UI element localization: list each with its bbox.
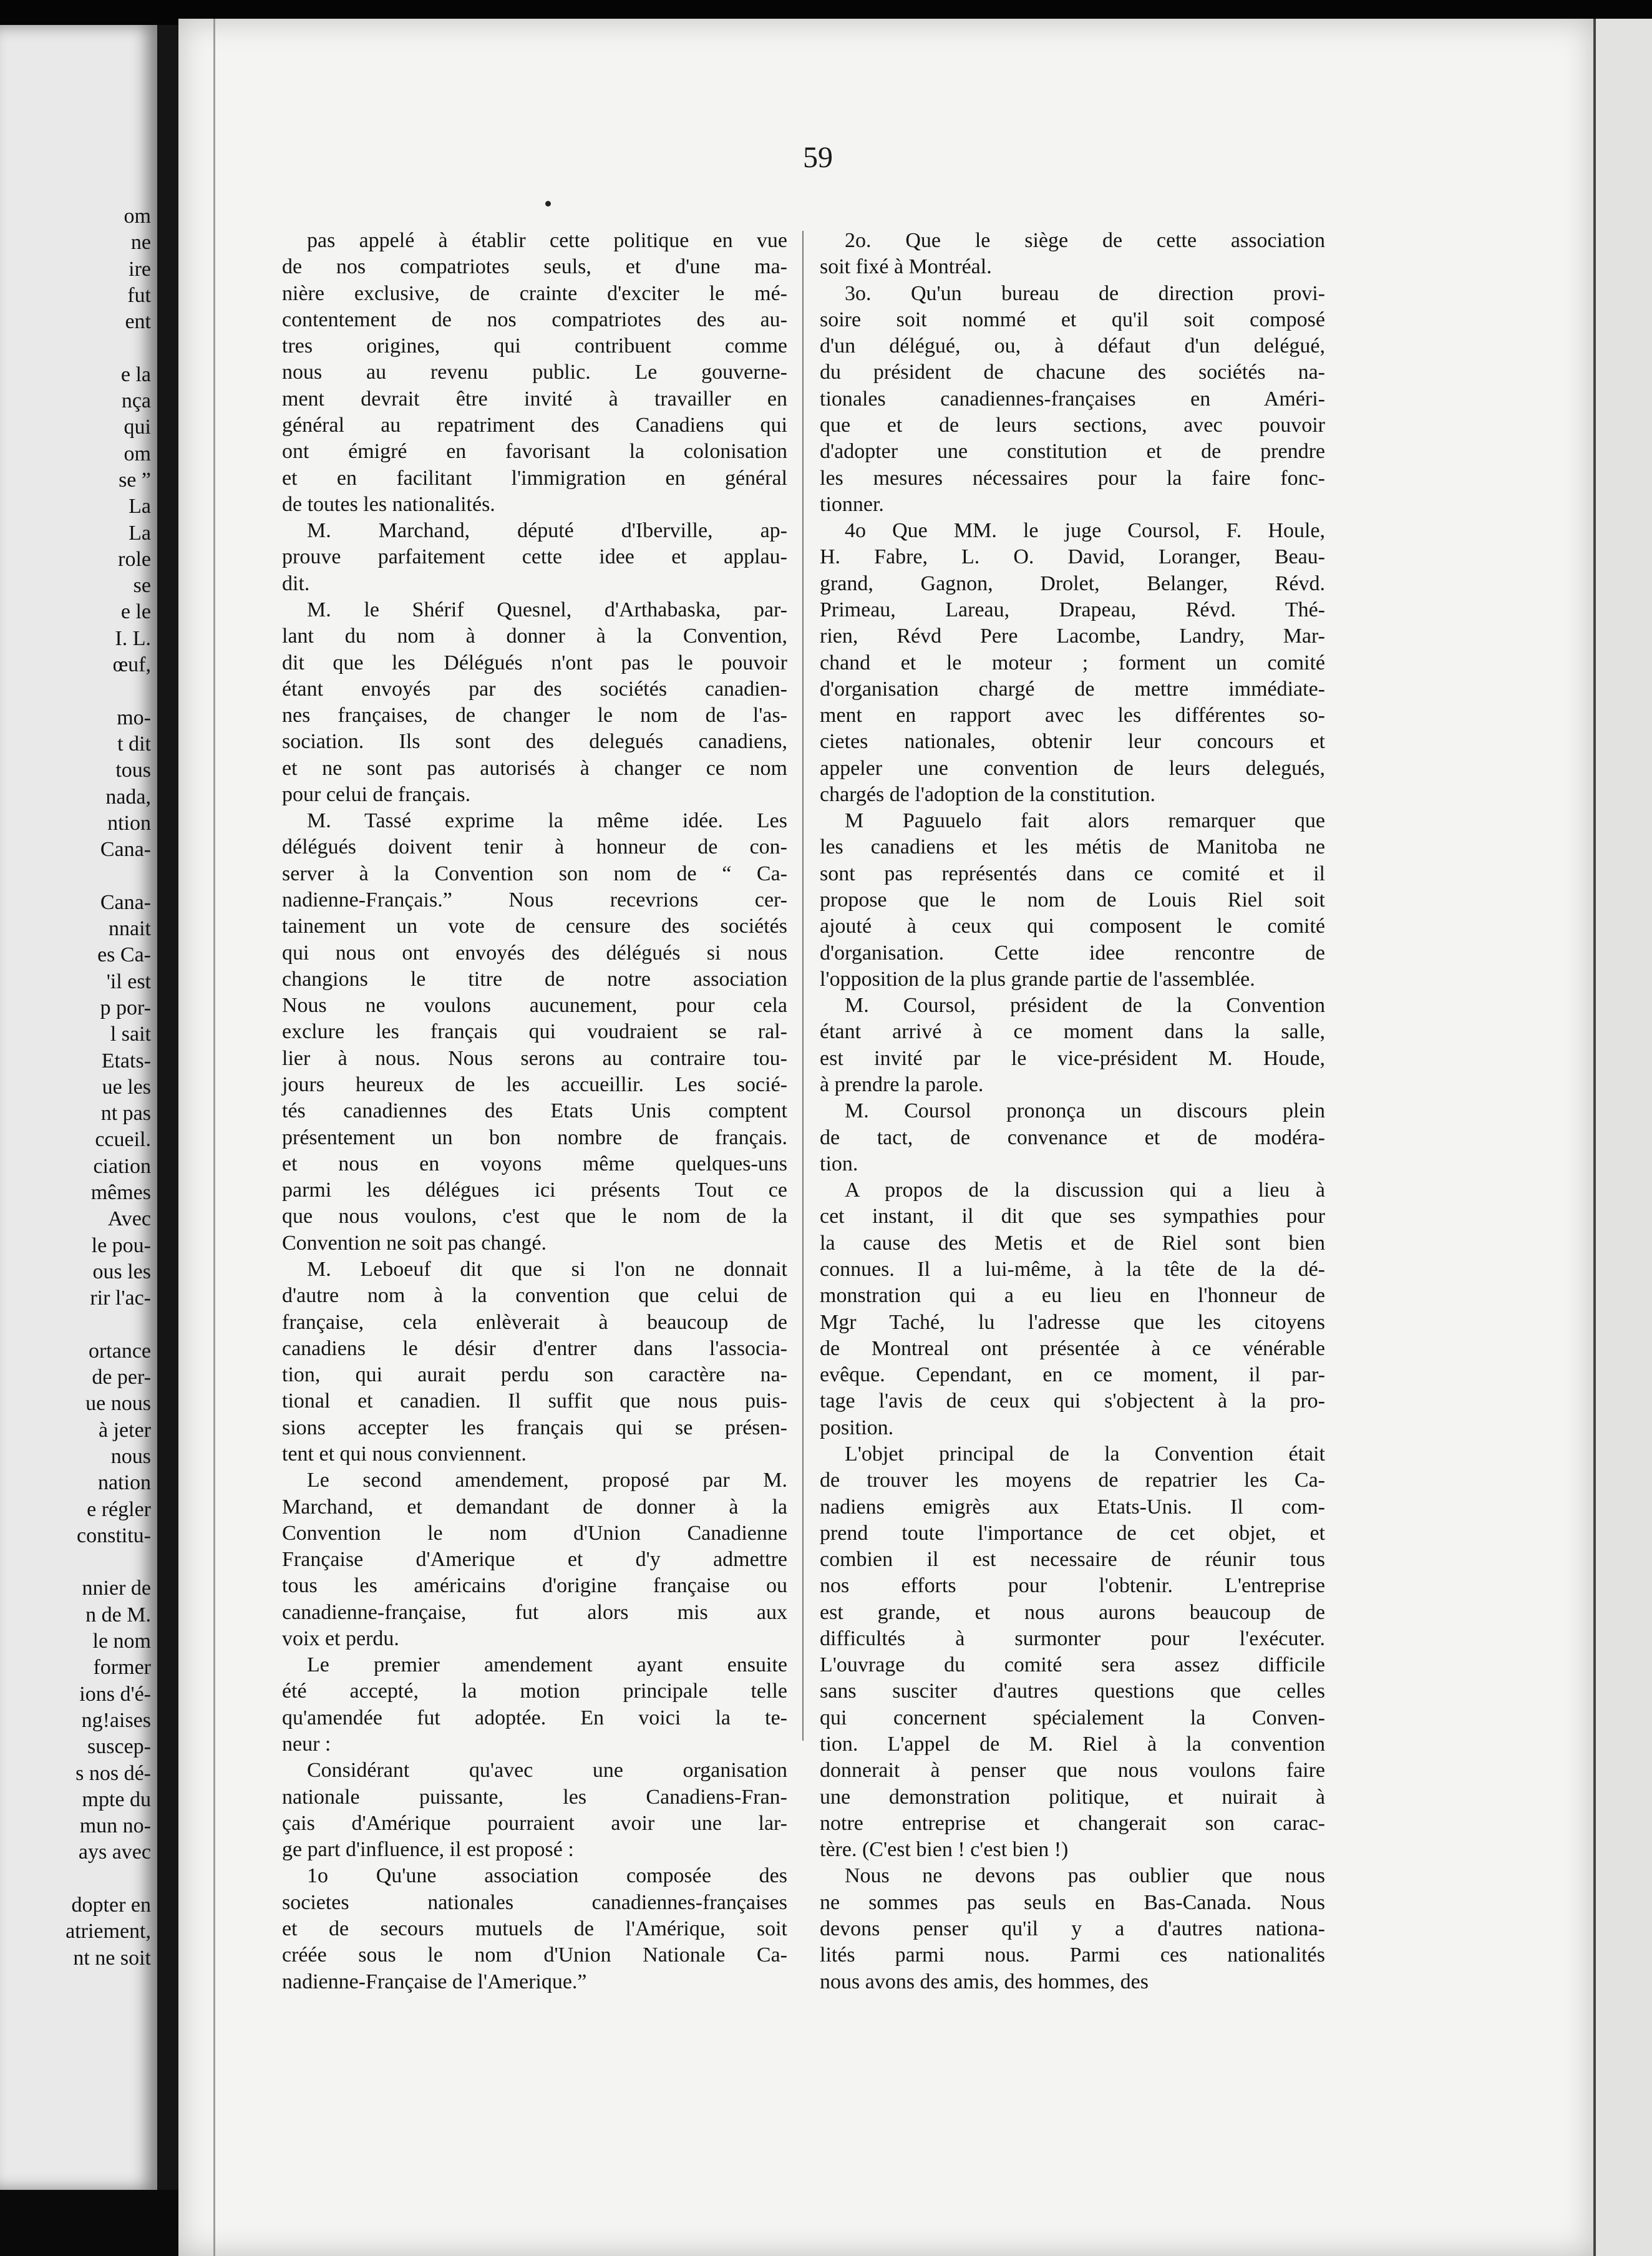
facing-page-line: ciation: [93, 1154, 151, 1178]
facing-page-line: de per-: [92, 1366, 151, 1389]
scan-right-margin: [1593, 19, 1652, 2256]
facing-page-text: [0, 25, 157, 1972]
text-line: nière exclusive, de crainte d'exciter le mé-: [282, 281, 787, 305]
text-line: L'objet principal de la Convention était: [845, 1442, 1325, 1466]
text-line: M. Coursol, président de la Convention: [845, 994, 1325, 1018]
text-line: voix et perdu.: [282, 1626, 399, 1650]
paragraph: [820, 808, 1325, 993]
text-line: qui concernent spécialement la Conven-: [820, 1706, 1325, 1729]
facing-page-line: ue nous: [85, 1392, 151, 1416]
text-line: étant envoyés par des sociétés canadien-: [282, 677, 787, 701]
text-line: et ne sont pas autorisés à changer ce nom: [282, 756, 787, 780]
facing-page-line: constitu-: [77, 1524, 151, 1547]
text-line: tère. (C'est bien ! c'est bien !): [820, 1838, 1069, 1862]
facing-page-line: ire: [129, 257, 151, 281]
text-line: à prendre la parole.: [820, 1073, 984, 1096]
facing-page-line: [0, 1549, 151, 1575]
facing-page-line: om: [124, 442, 151, 465]
paragraph: [282, 228, 787, 518]
text-line: nos efforts pour l'obtenir. L'entreprise: [820, 1574, 1325, 1598]
text-line: server à la Convention son nom de “ Ca-: [282, 862, 787, 885]
text-column-left: [282, 228, 787, 1995]
text-line: propose que le nom de Louis Riel soit: [820, 888, 1325, 912]
text-line: M. le Shérif Quesnel, d'Arthabaska, par-: [307, 598, 787, 621]
text-line: 3o. Qu'un bureau de direction provi-: [845, 281, 1325, 305]
facing-page-line: fut: [127, 283, 151, 307]
text-line: M. Coursol prononça un discours plein: [845, 1099, 1325, 1123]
text-line: tion.: [820, 1152, 858, 1175]
text-line: tent et qui nous conviennent.: [282, 1442, 527, 1466]
text-line: d'adopter une constitution et de prendre: [820, 440, 1325, 464]
text-line: lités parmi nous. Parmi ces nationalités: [820, 1943, 1325, 1967]
facing-page-line: ous les: [92, 1260, 151, 1283]
text-line: A propos de la discussion qui a lieu à: [845, 1179, 1325, 1202]
facing-page-line: rir l'ac-: [90, 1286, 151, 1310]
text-line: tainement un vote de censure des sociétés: [282, 915, 787, 938]
text-line: contentement de nos compatriotes des au-: [282, 308, 787, 331]
facing-page-line: mun no-: [79, 1814, 151, 1838]
paragraph: [282, 518, 787, 597]
facing-page-line: Etats-: [101, 1049, 151, 1072]
facing-page-line: La: [129, 495, 151, 518]
facing-page-line: le nom: [92, 1630, 151, 1653]
text-line: cietes nationales, obtenir leur concours et: [820, 730, 1325, 754]
text-line: Le premier amendement ayant ensuite: [307, 1653, 787, 1677]
facing-page-line: I. L.: [115, 626, 151, 650]
text-line: soire soit nommé et qu'il soit composé: [820, 308, 1325, 331]
facing-page-line: [0, 1311, 151, 1338]
text-line: une demonstration politique, et nuirait à: [820, 1785, 1325, 1809]
facing-page-line: ng!aises: [81, 1708, 151, 1732]
text-line: ment devrait être invité à travailler en: [282, 387, 787, 411]
facing-page-line: nous: [110, 1444, 151, 1468]
facing-page-line: ntion: [107, 811, 151, 835]
page-number: 59: [803, 141, 833, 174]
text-line: d'organisation chargé de mettre immédiate-: [820, 677, 1325, 701]
text-line: donnerait à penser que nous voulons faire: [820, 1759, 1325, 1782]
text-line: est invité par le vice-président M. Houde,: [820, 1046, 1325, 1070]
text-line: 1o Qu'une association composée des: [307, 1864, 787, 1888]
facing-page-line: [0, 335, 151, 361]
text-line: societes nationales canadiennes-françaises: [282, 1890, 787, 1914]
scan-bottom-edge: [0, 2190, 178, 2256]
text-line: notre entreprise et changerait son carac-: [820, 1811, 1325, 1835]
facing-page-line: nation: [98, 1471, 151, 1495]
text-line: ont émigré en favorisant la colonisation: [282, 440, 787, 464]
facing-page-line: ne: [130, 231, 151, 255]
text-line: présentement un bon nombre de français.: [282, 1126, 787, 1149]
text-line: d'organisation. Cette idee rencontre de: [820, 941, 1325, 965]
text-line: de tact, de convenance et de modéra-: [820, 1126, 1325, 1149]
facing-page-line: à jeter: [99, 1418, 151, 1442]
text-line: que nous voulons, c'est que le nom de la: [282, 1205, 787, 1228]
text-line: tage l'avis de ceux qui s'objectent à la pro-: [820, 1389, 1325, 1413]
text-line: de trouver les moyens de repatrier les Ca-: [820, 1469, 1325, 1492]
text-line: prend toute l'importance de cet objet, et: [820, 1521, 1325, 1545]
text-line: neur :: [282, 1733, 331, 1756]
facing-page-line: Avec: [107, 1207, 151, 1231]
text-line: Primeau, Lareau, Drapeau, Révd. Thé-: [820, 598, 1325, 621]
text-line: qui nous ont envoyés des délégués si nous: [282, 941, 787, 965]
text-line: nadienne-Française de l'Amerique.”: [282, 1970, 587, 1993]
text-line: cet instant, il dit que ses sympathies pour: [820, 1205, 1325, 1228]
text-line: combien il est necessaire de réunir tous: [820, 1548, 1325, 1572]
paragraph: [282, 597, 787, 808]
text-line: Convention ne soit pas changé.: [282, 1231, 547, 1255]
paragraph: [820, 1863, 1325, 1995]
text-line: canadiens le désir d'entrer dans l'associa-: [282, 1336, 787, 1360]
paragraph: [282, 1467, 787, 1652]
text-line: pas appelé à établir cette politique en vue: [307, 229, 787, 252]
facing-page-line: t dit: [117, 732, 151, 756]
text-line: Convention le nom d'Union Canadienne: [282, 1521, 787, 1545]
text-line: M. Leboeuf dit que si l'on ne donnait: [307, 1257, 787, 1281]
text-line: et de secours mutuels de l'Amérique, soit: [282, 1917, 787, 1940]
facing-page-line: La: [129, 521, 151, 545]
text-line: position.: [820, 1416, 894, 1439]
paragraph: [820, 518, 1325, 808]
text-line: ajouté à ceux qui composent le comité: [820, 915, 1325, 938]
text-line: délégués doivent tenir à honneur de con-: [282, 835, 787, 859]
facing-page-line: nnier de: [82, 1577, 151, 1600]
text-line: nous avons des amis, des hommes, des: [820, 1970, 1149, 1993]
facing-page-line: le pou-: [91, 1233, 151, 1257]
paragraph: [820, 1441, 1325, 1864]
facing-page-line: mo-: [117, 706, 151, 729]
facing-page-line: nada,: [105, 785, 151, 809]
text-line: dit.: [282, 571, 310, 595]
facing-page-line: e la: [120, 362, 151, 386]
facing-page-line: former: [93, 1656, 151, 1680]
facing-page-line: 'il est: [106, 970, 151, 993]
paragraph: [820, 228, 1325, 281]
text-line: nes françaises, de changer le nom de l'as-: [282, 704, 787, 727]
text-line: appeler une convention de leurs delegués,: [820, 756, 1325, 780]
text-line: les canadiens et les métis de Manitoba ne: [820, 835, 1325, 859]
text-line: étant arrivé à ce moment dans la salle,: [820, 1020, 1325, 1044]
text-line: devons penser qu'il y a d'autres nationa-: [820, 1917, 1325, 1940]
text-line: monstration qui a eu lieu en l'honneur de: [820, 1284, 1325, 1308]
facing-page-line: mpte du: [82, 1787, 151, 1811]
text-line: Française d'Amerique et d'y admettre: [282, 1548, 787, 1572]
text-line: H. Fabre, L. O. David, Loranger, Beau-: [820, 545, 1325, 569]
text-line: nadienne-Français.” Nous recevrions cer-: [282, 888, 787, 912]
text-line: changions le titre de notre association: [282, 967, 787, 991]
facing-page-line: Cana-: [100, 890, 151, 914]
text-line: du président de chacune des sociétés na-: [820, 361, 1325, 384]
text-line: L'ouvrage du comité sera assez difficile: [820, 1653, 1325, 1677]
facing-page-line: om: [124, 205, 151, 228]
text-line: créée sous le nom d'Union Nationale Ca-: [282, 1943, 787, 1967]
text-line: l'opposition de la plus grande partie de l'assemblée.: [820, 967, 1255, 991]
text-line: qu'amendée fut adoptée. En voici la te-: [282, 1706, 787, 1729]
text-line: çais d'Amérique pourraient avoir une lar-: [282, 1811, 787, 1835]
facing-page-line: mêmes: [90, 1180, 151, 1204]
text-line: lant du nom à donner à la Convention,: [282, 625, 787, 648]
facing-page-line: tous: [115, 759, 151, 782]
ink-mark: [545, 201, 551, 207]
document-page: [178, 19, 1593, 2256]
text-line: tous les américains d'origine française ou: [282, 1574, 787, 1598]
text-line: nous au revenu public. Le gouverne-: [282, 361, 787, 384]
paragraph: [820, 281, 1325, 518]
paragraph: [820, 1098, 1325, 1177]
text-line: les mesures nécessaires pour la faire fonc-: [820, 466, 1325, 490]
text-line: grand, Gagnon, Drolet, Belanger, Révd.: [820, 571, 1325, 595]
facing-page-line: e régler: [87, 1497, 151, 1521]
facing-page-line: e le: [120, 600, 151, 624]
text-line: sociation. Ils sont des delegués canadiens,: [282, 730, 787, 754]
facing-page-line: qui: [124, 416, 151, 439]
text-line: difficultés à surmonter pour l'exécuter.: [820, 1626, 1325, 1650]
text-line: général au repatriment des Canadiens qui: [282, 413, 787, 437]
text-line: Nous ne devons pas oublier que nous: [845, 1864, 1325, 1888]
text-line: connues. Il a lui-même, à la tête de la dé-: [820, 1257, 1325, 1281]
text-line: ge part d'influence, il est proposé :: [282, 1838, 574, 1862]
text-line: pour celui de français.: [282, 782, 471, 806]
text-line: M. Marchand, député d'Iberville, ap-: [307, 519, 787, 543]
facing-page-line: [0, 863, 151, 889]
facing-page-line: nt pas: [100, 1102, 151, 1126]
text-line: exclure les français qui voudraient se ral-: [282, 1020, 787, 1044]
text-line: été accepté, la motion principale telle: [282, 1680, 787, 1703]
facing-page-line: se: [133, 574, 151, 598]
facing-page-line: suscep-: [87, 1735, 151, 1759]
text-line: d'un délégué, ou, à défaut d'un delégué,: [820, 334, 1325, 358]
text-line: nadiens emigrès aux Etats-Unis. Il com-: [820, 1495, 1325, 1519]
facing-page-line: es Ca-: [97, 943, 151, 967]
text-line: tionner.: [820, 492, 884, 516]
facing-page-line: ions d'é-: [79, 1682, 151, 1706]
text-line: Le second amendement, proposé par M.: [307, 1469, 787, 1492]
facing-page-line: p por-: [100, 996, 151, 1019]
paragraph: [820, 1177, 1325, 1441]
text-line: canadienne-française, fut alors mis aux: [282, 1600, 787, 1624]
facing-page-line: ent: [125, 310, 151, 334]
text-line: est grande, et nous aurons beaucoup de: [820, 1600, 1325, 1624]
text-line: chand et le moteur ; forment un comité: [820, 651, 1325, 674]
text-line: tionales canadiennes-françaises en Améri-: [820, 387, 1325, 411]
text-line: tés canadiennes des Etats Unis comptent: [282, 1099, 787, 1123]
text-line: la cause des Metis et de Riel sont bien: [820, 1231, 1325, 1255]
paragraph: [282, 1257, 787, 1467]
text-line: M Paguuelo fait alors remarquer que: [845, 809, 1325, 833]
text-line: que et de leurs sections, avec pouvoir: [820, 413, 1325, 437]
text-line: de toutes les nationalités.: [282, 492, 495, 516]
text-line: ne sommes pas seuls en Bas-Canada. Nous: [820, 1890, 1325, 1914]
facing-page-line: l sait: [110, 1023, 151, 1046]
facing-page-line: se ”: [119, 468, 151, 492]
facing-page-line: ccueil.: [95, 1128, 151, 1152]
facing-page-line: Cana-: [100, 838, 151, 862]
facing-page-line: atriement,: [66, 1920, 151, 1943]
text-line: Mgr Taché, lu l'adresse que les citoyens: [820, 1310, 1325, 1334]
facing-page-line: [0, 678, 151, 704]
text-line: de nos compatriotes seuls, et d'une ma-: [282, 255, 787, 279]
text-line: sions accepter les français qui se présen-: [282, 1416, 787, 1439]
text-line: et nous en voyons même quelques-uns: [282, 1152, 787, 1175]
paragraph: [820, 993, 1325, 1098]
text-line: tion, qui aurait perdu son caractère na-: [282, 1363, 787, 1387]
text-line: evêque. Cependant, en ce moment, il par-: [820, 1363, 1325, 1387]
facing-page-line: dopter en: [71, 1894, 151, 1917]
facing-page-line: nça: [121, 389, 151, 413]
text-column-right: [820, 228, 1325, 1995]
text-line: 2o. Que le siège de cette association: [845, 229, 1325, 252]
text-line: d'autre nom à la convention que celui de: [282, 1284, 787, 1308]
text-line: jours heureux de les accueillir. Les socié-: [282, 1073, 787, 1096]
text-line: nationale puissante, les Canadiens-Fran-: [282, 1785, 787, 1809]
text-line: chargés de l'adoption de la constitution.: [820, 782, 1156, 806]
text-line: Considérant qu'avec une organisation: [307, 1759, 787, 1782]
text-line: ment en rapport avec les différentes so-: [820, 704, 1325, 727]
facing-page-line: ays avec: [78, 1840, 151, 1864]
scan-artifact-line: [213, 19, 215, 2256]
facing-page-line: ue les: [102, 1075, 151, 1099]
facing-page-line: nt ne soit: [73, 1946, 151, 1970]
text-line: prouve parfaitement cette idee et applau-: [282, 545, 787, 569]
book-gutter: [157, 25, 178, 2190]
text-line: parmi les délégues ici présents Tout ce: [282, 1179, 787, 1202]
paragraph: [282, 1758, 787, 1863]
text-line: soit fixé à Montréal.: [820, 255, 992, 279]
text-line: dit que les Délégués n'ont pas le pouvoir: [282, 651, 787, 674]
column-divider: [802, 231, 804, 1741]
facing-page-line: role: [118, 547, 151, 571]
text-line: Marchand, et demandant de donner à la: [282, 1495, 787, 1519]
text-line: 4o Que MM. le juge Coursol, F. Houle,: [845, 519, 1325, 543]
text-line: sans susciter d'autres questions que celles: [820, 1680, 1325, 1703]
facing-page-line: nnait: [109, 917, 151, 941]
text-line: et en facilitant l'immigration en général: [282, 466, 787, 490]
text-line: Nous ne voulons aucunement, pour cela: [282, 994, 787, 1018]
facing-page-fragment: [0, 25, 157, 2190]
text-line: tional et canadien. Il suffit que nous puis-: [282, 1389, 787, 1413]
facing-page-line: s nos dé-: [75, 1761, 151, 1785]
facing-page-line: œuf,: [112, 653, 151, 677]
text-line: tres origines, qui contribuent comme: [282, 334, 787, 358]
text-line: rien, Révd Pere Lacombe, Landry, Mar-: [820, 625, 1325, 648]
paragraph: [282, 808, 787, 1257]
text-line: M. Tassé exprime la même idée. Les: [307, 809, 787, 833]
text-line: française, cela enlèverait à beaucoup de: [282, 1310, 787, 1334]
text-line: lier à nous. Nous serons au contraire tou-: [282, 1046, 787, 1070]
facing-page-line: [0, 1866, 151, 1892]
text-line: de Montreal ont présentée à ce vénérable: [820, 1336, 1325, 1360]
facing-page-line: ortance: [88, 1339, 151, 1363]
paragraph: [282, 1652, 787, 1758]
text-line: sont pas représentés dans ce comité et il: [820, 862, 1325, 885]
paragraph: [282, 1863, 787, 1995]
text-line: tion. L'appel de M. Riel à la convention: [820, 1733, 1325, 1756]
facing-page-line: n de M.: [85, 1603, 151, 1626]
